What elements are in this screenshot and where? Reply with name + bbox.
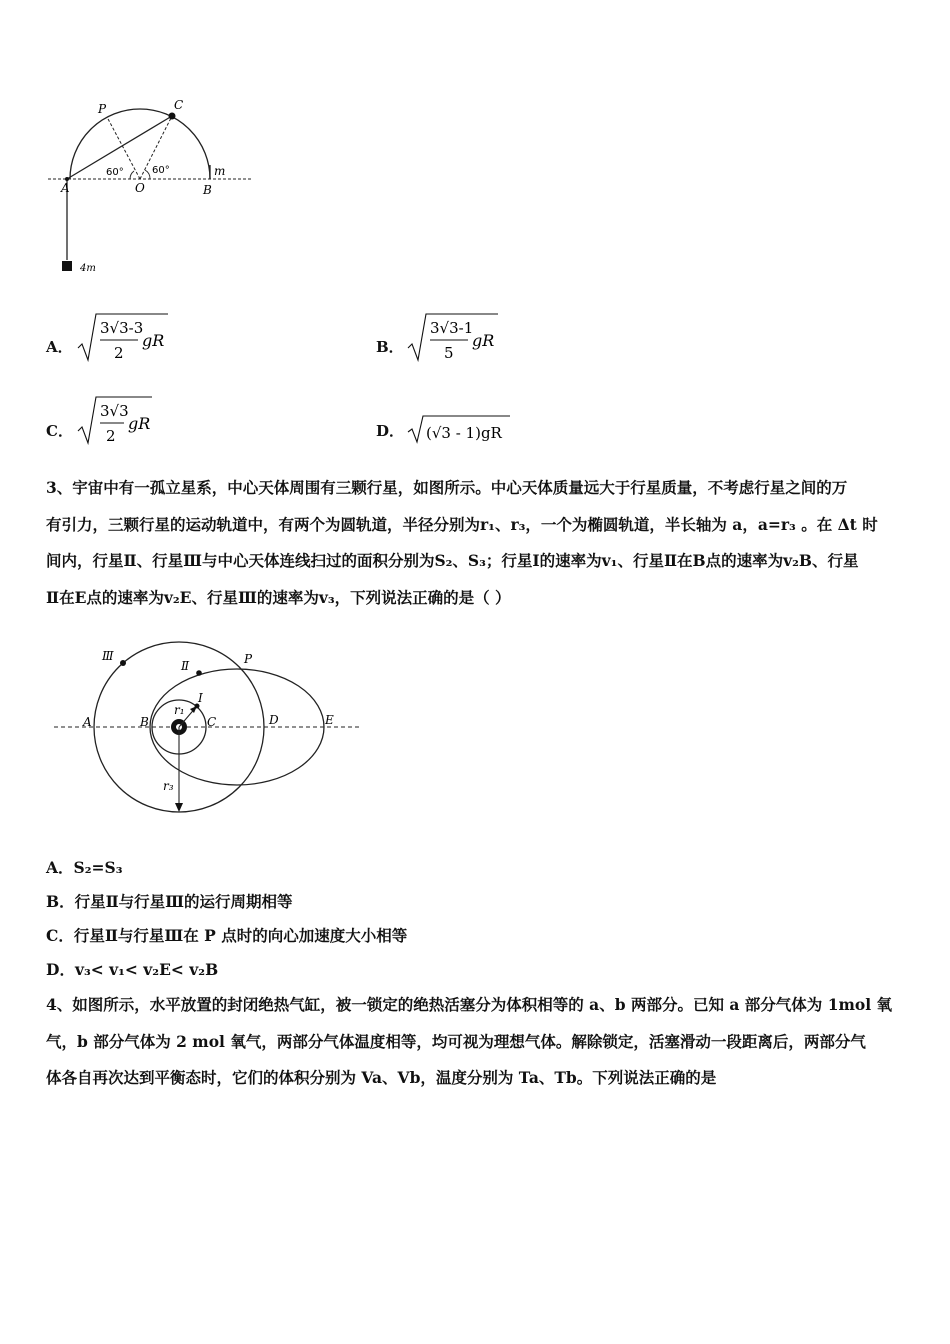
q3-option-A: A．S₂=S₃: [46, 858, 123, 877]
label-A: A: [61, 181, 70, 195]
q2-C-num: 3√3: [100, 402, 129, 420]
q2-option-C-formula: [76, 393, 166, 451]
q4-line2: 气，b 部分气体为 2 mol 氧气，两部分气体温度相等，均可视为理想气体。解除锁定，活塞滑动一段距离后，两部分气: [46, 1031, 866, 1051]
label-A2: A: [83, 715, 92, 729]
q3-option-C: C．行星Ⅱ与行星Ⅲ在 P 点时的向心加速度大小相等: [46, 926, 408, 945]
q3-stem: [46, 470, 908, 616]
label-orbit-I: Ⅰ: [198, 691, 203, 705]
q2-D-inner: (√3 - 1)gR: [426, 424, 502, 442]
orbit-figure: [50, 640, 370, 820]
label-B2: B: [140, 715, 149, 729]
q2-C-den: 2: [106, 427, 116, 445]
q3-option-B: B．行星Ⅱ与行星Ⅲ的运行周期相等: [46, 892, 293, 911]
label-r1: r₁: [174, 703, 185, 717]
label-angle1: 60°: [106, 167, 124, 178]
label-P: P: [98, 102, 107, 116]
q2-option-D-letter: D．: [376, 422, 405, 440]
q2-A-den: 2: [114, 344, 124, 362]
label-orbit-III: Ⅲ: [102, 649, 114, 663]
label-orbit-II: Ⅱ: [181, 659, 190, 673]
semicircle-figure: [40, 95, 270, 285]
label-C: C: [174, 98, 184, 112]
label-C2: C: [207, 715, 217, 729]
q2-option-B-letter: B．: [376, 338, 404, 356]
q3-line2: 有引力，三颗行星的运动轨道中，有两个为圆轨道，半径分别为r₁、r₃，一个为椭圆轨道，半长轴为 a，a=r₃ 。在 Δt 时: [46, 514, 878, 534]
q4-line3: 体各自再次达到平衡态时，它们的体积分别为 Va、Vb，温度分别为 Ta、Tb。下列说法正确的是: [46, 1068, 717, 1087]
q2-B-num: 3√3-1: [430, 319, 474, 337]
q3-line3: 间内，行星Ⅱ、行星Ⅲ与中心天体连线扫过的面积分别为S₂、S₃；行星Ⅰ的速率为v₁、行星Ⅱ在B点的速率为v₂B、行星: [46, 551, 859, 570]
q2-option-C-letter: C．: [46, 422, 73, 440]
q2-A-num: 3√3-3: [100, 319, 144, 337]
q2-B-den: 5: [444, 344, 454, 362]
q2-option-D-formula: [406, 412, 516, 448]
label-D2: D: [269, 713, 279, 727]
q3-line4: Ⅱ在E点的速率为v₂E、行星Ⅲ的速率为v₃，下列说法正确的是（ ）: [46, 587, 511, 607]
label-E2: E: [325, 713, 334, 727]
label-r3: r₃: [163, 779, 174, 793]
q4-line1: 4、如图所示，水平放置的封闭绝热气缸，被一锁定的绝热活塞分为体积相等的 a、b 两部分。已知 a 部分气体为 1mol 氧: [46, 995, 893, 1014]
q3-option-D: D．v₃< v₁< v₂E< v₂B: [46, 960, 219, 979]
q2-C-tail: gR: [128, 414, 151, 433]
q3-line1: 3、宇宙中有一孤立星系，中心天体周围有三颗行星，如图所示。中心天体质量远大于行星质量，不考虑行星之间的万: [46, 478, 848, 497]
label-B: B: [203, 183, 212, 197]
label-mass: 4m: [80, 263, 96, 274]
q2-option-A-letter: A．: [46, 338, 73, 356]
q2-B-tail: gR: [472, 331, 495, 350]
q4-stem: [46, 987, 908, 1097]
label-angle2: 60°: [152, 165, 170, 176]
label-m: m: [214, 164, 226, 178]
q2-option-A-formula: [76, 310, 176, 368]
label-P2: P: [244, 652, 253, 666]
q2-option-B-formula: [406, 310, 506, 368]
q2-A-tail: gR: [142, 331, 165, 350]
label-O: O: [135, 181, 145, 195]
